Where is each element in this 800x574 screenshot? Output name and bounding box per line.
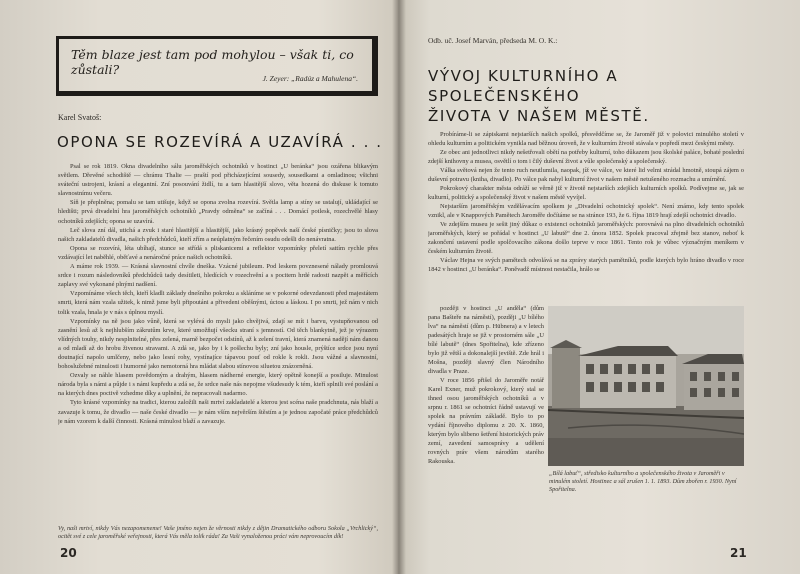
paragraph: Válka světová nejen že tento ruch neutlumila, naopak, jíž ve válce, ve které lid velmi strádal hmotně, stoupá zájem o duševní potravu (kniha, divadlo). Po válce pak nabyl kulturní život v našem městě netušeného rozmachu a umírnění. xyxy=(428,167,744,183)
article-author: Karel Svatoš: xyxy=(58,113,102,122)
paragraph: Václav Hejna ve svých pamětech odvolává se na zprávy starých pamětníků, podle kterých bylo hráno divadlo v roce 1842 v hostinci „U beránka“. Poněvadž místnost nestačila, hrálo se xyxy=(428,257,744,273)
paragraph: Probíráme-li se zápiskami nejstarších našich spolků, přesvědčíme se, že Jaroměř již v polovici minulého století v ohledu kulturním a politickém vynikla nad běžnou úroveň, že v kulturním životě stávala v popředí mezi českými městy. xyxy=(428,131,744,147)
right-page xyxy=(398,0,800,574)
paragraph: Tyto krásné vzpomínky na tradici, kterou založili naši mrtví zakladatelé a kterou jest scéna naše pradchnuta, nás blaží a zavazuje k tomu, že divadlo — naše české divadlo — je nám vším nejvěrším štěstím a je jednou započaté práce předchůdců je nám vzorem k další činnosti. Krásná minulost blaží a zavazuje. xyxy=(58,399,378,425)
paragraph: Opona se rozevírá, léta ubíhají, stunce se střídá s pliskanicemi a reflektor vzpomínky přeletí sattím rychle přes vzdávající let naběhlé, oběťavé a nenáročné práce našich ochotníků. xyxy=(58,244,378,261)
paragraph: Nejstarším jaroměřským vzdělávacím spolkem je „Divadelní ochotnický spolek“. Není známo, kdy tento spolek vznikl, ale v Knappových Pamětech Jaroměře dočítáme se na stránce 193, že 6. října 1819 hrají zdejší ochotníci divadlo. xyxy=(428,203,744,219)
page-number-left: 20 xyxy=(60,546,77,560)
title-line: ŽIVOTA V NAŠEM MĚSTĚ. xyxy=(428,107,650,125)
article-column xyxy=(428,304,544,509)
paragraph: Leč slova zní dál, utichá a zvuk i staré hlasitější a hlasitější, jako krásný popěvek naší české písničky; jsou to slova našich zakladatelů divadla, našich předchůdců, kteří zřím a neúplatným řečením osudu odešli do nenávratna. xyxy=(58,226,378,243)
article-title-right xyxy=(428,66,728,126)
page-number-right: 21 xyxy=(730,546,747,560)
paragraph: později v hostinci „U anděla“ (dům pana Bašteře na náměstí), později „U bílého lva“ na náměstí (dům p. Hübnera) a v letech padesátých hraje se již v prostorném sále „U bílé labutě“ (dnes Spořitelna), kde zřízeno bylo již větší a dokonalejší jeviště. Zde hrál i Mošna, později slavný člen Národního divadla v Praze. xyxy=(428,305,544,375)
article-title: OPONA SE ROZEVÍRÁ A UZAVÍRÁ . . . xyxy=(57,133,383,151)
title-line: VÝVOJ KULTURNÍHO A SPOLEČENSKÉHO xyxy=(428,67,619,105)
paragraph: Síň je přeplněna; pomalu se tam utišuje, když se opona zvolna rozevírá. Světla lamp a stíny se ustalují, ukládající se hledišti; prvá divadelní hra jaroměřských ochotníků „Pravdy odměna“ se začíná . . . Domácí potlesk, rozechvělé hlasy ochotníků zdejších; opona se uzavírá. xyxy=(58,199,378,225)
quote-source: J. Zeyer: „Radúz a Mahulena“. xyxy=(262,74,358,83)
paragraph: Ozvaly se náhle hlasem povědomým a drahým, hlasem nádherné energie, který opětně konejší a posiluje. Minulost národa byla s námi a půjde i s námi kupředu a zdá se, že srdce naše nás nepojme všudesudy k tém, kteří splnili své poslání a na kterých dnes poctivě vzhedme díky a uplnění, že nepracovali nadarmo. xyxy=(58,372,378,398)
quote-box xyxy=(56,36,378,96)
paragraph: Ve zdejším museu je sešit jiný důkaz o existenci ochotníků jaroměřských: porovnává na plno divadelních ochotníků jaroměřských, který se pořádal v hostinci „U labutě“ dne 2. února 1852. Spolek pracoval zřejmě bez stanov, neboť k zakončení ustavení podle spolčovacího zákona došlo teprve v roce 1861. Tento rok je vůbec význačným meníkem v českém kulturním životě. xyxy=(428,221,744,255)
article-body-right xyxy=(428,130,744,304)
left-page xyxy=(0,0,398,574)
photo-caption: „Bílá labuť“, středisko kulturního a společenského života v Jaroměři v minulém století. Hostinec a sál zrušen 1. 1. 1893. Dům zbořen r. 1930. Nyní Spořitelna. xyxy=(549,470,737,493)
quote-text: Těm blaze jest tam pod mohylou – však ti, co zůstali? xyxy=(71,47,354,77)
paragraph: Pokrokový charakter města odráží se věrně již v životě nejstarších zdejších kulturních spolků. Podívejme se, jak se kulturní, politický a společenský život v našem městě vyvíjel. xyxy=(428,185,744,201)
article-header: Odb. uč. Josef Marván, předseda M. O. K.: xyxy=(428,36,558,45)
paragraph: Vzpomínáme všech těch, kteří kladli základy dnešního pokroku a skláníme se v pokorné odevzdanosti před majestátem smrti, která nám vzala užitek, k nimž jsme byli připoutáni a přivedeni oběšnými, úctou a láskou. I po smrti, jež nám v nich tolik vzala, hnala je v nás s úplnou myslí. xyxy=(58,290,378,316)
photo-bila-labut xyxy=(548,306,744,466)
paragraph: Ze obec ani jednotlivci nikdy nešetřovali obětí na potřeby kulturní, toho důkazem jsou školské paláce, bohaté poslední zdejší knihovny a musea, osvětlí o tom i čilý duševní život a vůle společenský a společenský. xyxy=(428,149,744,165)
footnote: Vy, naši mrtví, nikdy Vás nezapomeneme! Vaše jméno nejen že věrnosti nikdy z dějin Dramatického odboru Sokola „Vrchlický“, ocitět své z cele jaroměřské veřejnosti, která Vás měla tolik ráda! Za Vaši vynaloženou práci vám neprovoucím dík! xyxy=(58,525,378,540)
article-body xyxy=(58,162,378,517)
paragraph: Vzpomínky na ně jsou jako vůně, která se vylévá do mysli jako chvějivá, zdají se mít i barvu, vystupňovanou od zasnění lesů až k nejhlubším zákrutům krve, které umožňují všecku straní s jemností. Od těch blankytně, jež je výrazem vlídných touhy, nikdy nesplnitelné, přes zelená, marně bezpočet odstínů, až k zelení travní, která znamená nadějí nám danou a od mladí až do hrobu živenou stravami. A zdá se, jako by i k pošlechu byly; zní jako housle, prýštíce srdce jsou nyní doutnající napolo umlčeny, nebo jako lesní rohy, vystínajíce tápavou pouť od rokle k rokli. Jsou vážné a slavnostní, bohoslužebné minulosti i humorné jako nemotorná hra mládat slabou stínovou siluetou znázorněná. xyxy=(58,317,378,371)
paragraph: A máme rok 1939. — Krásná slavnostní chvíle dneška. Vzácné jubileum. Pod leskem povznesené nálady promlouvá srdce i rozum následovníků předchůdců tady desítileti, hledících v rozechvění a s pocitem hrdé radosti nazpět a měřících zaplavy své vykonané plnými nadšení. xyxy=(58,263,378,289)
paragraph: Psal se rok 1819. Okna divadelního sálu jaroměřských ochotníků v hostinci „U beránka“ jsou ozářena blikavým světlem. Dřevěné schodiště — chrámu Thalie — praští pod přicházejícími sousedy, sousedkami a omladinou; všichni sváteční ustrojeni, krásní a elegantní. Zní posouvání židlí, tu a tam hlasitější slovo, věta hozená do diskuse k tomuto slavnostnímu večeru. xyxy=(58,163,378,198)
paragraph: V roce 1856 přišel do Jaroměře notář Karel Exner, muž pokrokový, který stal se ihned osou jaroměřských ochotníků a v srpnu r. 1861 se ochotníci řádně ustavují ve spolek na právním základě. Bylo to po vydání říjnového diplomu z 20. X. 1860, kterým bylo slibeno šetření historických práv zemí, zavedení samosprávy a udělení rovných práv všem národům starého Rakouska. xyxy=(428,377,544,465)
book-gutter xyxy=(392,0,406,574)
building-photo-illustration xyxy=(548,306,744,466)
